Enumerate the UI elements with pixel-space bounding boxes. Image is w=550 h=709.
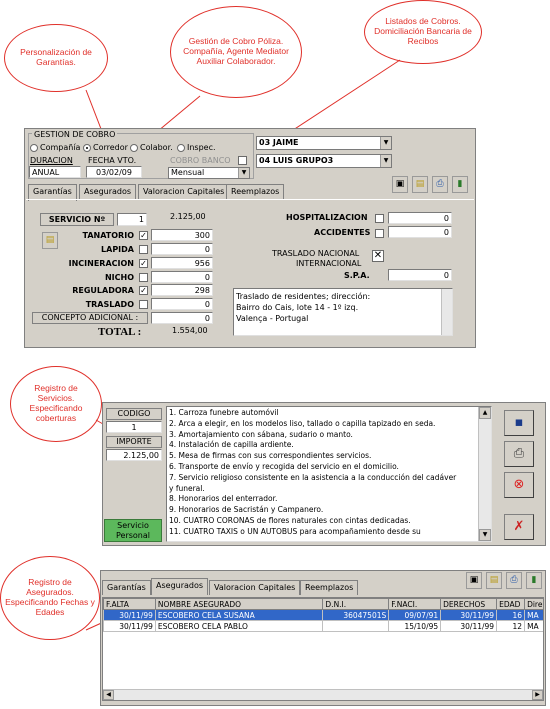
cell-derechos: 30/11/99 — [441, 621, 497, 632]
periodicidad-value: Mensual — [171, 168, 205, 177]
description-line: 3. Amortajamiento con sábana, sudario o manto. — [169, 429, 353, 439]
scroll-up-icon[interactable]: ▲ — [479, 407, 491, 419]
notes-line: Valença - Portugal — [236, 314, 309, 323]
cell-derechos: 30/11/99 — [441, 610, 497, 621]
item-label-lapida: LAPIDA — [101, 245, 134, 254]
cell-dire: MA — [525, 610, 544, 621]
item-check-reguladora[interactable]: ✓ — [140, 286, 147, 295]
exit-door-icon[interactable]: ▮ — [452, 176, 468, 193]
item-value-reguladora[interactable]: 298 — [151, 284, 213, 296]
duracion-label: DURACION — [30, 156, 73, 165]
item-value-nicho[interactable]: 0 — [151, 271, 213, 283]
print-icon[interactable]: ⎙ — [504, 441, 534, 467]
description-scrollbar[interactable] — [478, 407, 491, 541]
cobro-banco-checkbox[interactable] — [238, 156, 247, 165]
description-line: 9. Honorarios de Sacristán y Campanero. — [169, 505, 324, 515]
tab-garantias-2[interactable]: Garantías — [102, 580, 151, 595]
radio-label-colabor: Colabor. — [140, 143, 173, 152]
radio-label-corredor: Corredor — [93, 143, 128, 152]
tab-valoracion-capitales-2[interactable]: Valoracion Capitales — [209, 580, 300, 595]
callout-listados: Listados de Cobros. Domiciliación Bancaria de Recibos — [364, 0, 482, 64]
tab-asegurados[interactable]: Asegurados — [79, 184, 136, 199]
table-row[interactable] — [104, 621, 545, 632]
folder-icon[interactable]: ▤ — [412, 176, 428, 193]
servicio-label: SERVICIO Nº — [40, 213, 114, 226]
hospitalizacion-value[interactable]: 0 — [388, 212, 452, 224]
radio-label-compania: Compañía — [40, 143, 81, 152]
accidentes-label: ACCIDENTES — [314, 228, 371, 237]
radio-compania[interactable] — [30, 144, 38, 152]
hospitalizacion-label: HOSPITALIZACION — [286, 213, 368, 222]
cancel-icon[interactable]: ⊗ — [504, 472, 534, 498]
tab-valoracion-capitales[interactable]: Valoracion Capitales — [138, 184, 229, 199]
cell-fnaci: 15/10/95 — [389, 621, 441, 632]
folder-icon[interactable]: ▤ — [486, 572, 502, 589]
tab-garantias[interactable]: Garantías — [28, 184, 77, 201]
radio-corredor[interactable] — [83, 144, 91, 152]
accidentes-checkbox[interactable] — [375, 229, 384, 238]
col-dni[interactable]: D.N.I. — [323, 599, 389, 610]
total-value: 1.554,00 — [172, 326, 208, 335]
description-line: 4. Instalación de capilla ardiente. — [169, 440, 294, 450]
callout-servicios: Registro de Servicios. Especificando coberturas — [10, 366, 102, 442]
concepto-adicional-label: CONCEPTO ADICIONAL : — [32, 312, 148, 324]
camera-icon[interactable]: ▣ — [392, 176, 408, 193]
item-value-tanatorio[interactable]: 300 — [151, 229, 213, 241]
cell-nombre: ESCOBERO CELA SUSANA — [155, 610, 323, 621]
cell-dni: 36047501S — [323, 610, 389, 621]
description-line: y funeral. — [169, 483, 205, 493]
notes-scrollbar[interactable] — [441, 289, 452, 335]
description-line: 7. Servicio religioso consistente en la asistencia a la conducción del cadáver — [169, 472, 457, 482]
total-label: TOTAL : — [98, 326, 142, 338]
agent1-value: 03 JAIME — [259, 138, 299, 147]
cell-dni — [323, 621, 389, 632]
item-check-lapida[interactable] — [139, 245, 148, 254]
description-line: 2. Arca a elegir, en los modelos liso, tallado o capilla tapizado en seda. — [169, 418, 436, 428]
codigo-label: CODIGO — [106, 408, 162, 420]
importe-label: IMPORTE — [106, 436, 162, 448]
item-label-reguladora: REGULADORA — [72, 286, 134, 295]
hospitalizacion-checkbox[interactable] — [375, 214, 384, 223]
callout-gestion-cobro: Gestión de Cobro Póliza. Compañía, Agente Mediator Auxiliar Colaborador. — [170, 6, 302, 98]
scroll-left-icon[interactable]: ◀ — [103, 690, 114, 700]
print-icon[interactable]: ⎙ — [506, 572, 522, 589]
codigo-value[interactable]: 1 — [106, 421, 162, 433]
scroll-down-icon[interactable]: ▼ — [479, 529, 491, 541]
servicio-importe: 2.125,00 — [170, 212, 206, 221]
description-line: 10. CUATRO CORONAS de flores naturales con cintas dedicadas. — [169, 515, 411, 525]
servicio-number[interactable]: 1 — [117, 213, 147, 226]
notes-line: Traslado de residentes; dirección: — [236, 292, 371, 301]
scroll-right-icon[interactable]: ▶ — [532, 690, 543, 700]
spa-value[interactable]: 0 — [388, 269, 452, 281]
item-value-lapida[interactable]: 0 — [151, 243, 213, 255]
print-icon[interactable]: ⎙ — [432, 176, 448, 193]
table-header — [104, 599, 545, 610]
traslado-nacional-label: TRASLADO NACIONAL — [272, 249, 360, 258]
agent2-select[interactable] — [256, 154, 392, 168]
exit-door-icon[interactable]: ▮ — [526, 572, 542, 589]
item-check-nicho[interactable] — [139, 273, 148, 282]
periodicidad-select[interactable] — [168, 167, 250, 179]
tab-asegurados-2[interactable]: Asegurados — [151, 578, 208, 595]
chevron-down-icon: ▼ — [238, 168, 249, 178]
col-nombre[interactable]: NOMBRE ASEGURADO — [155, 599, 323, 610]
col-derechos[interactable]: DERECHOS — [441, 599, 497, 610]
item-label-tanatorio: TANATORIO — [82, 231, 134, 240]
servicio-description[interactable] — [166, 406, 492, 542]
description-line: 5. Mesa de firmas con sus correspondientes servicios. — [169, 451, 372, 461]
gestion-cobro-title: GESTION DE COBRO — [34, 130, 116, 139]
item-check-traslado[interactable] — [139, 300, 148, 309]
traslado-internacional-label: INTERNACIONAL — [296, 259, 362, 268]
notes-textarea[interactable] — [233, 288, 453, 336]
radio-inspec[interactable] — [177, 144, 185, 152]
description-line: 8. Honorarios del enterrador. — [169, 494, 278, 504]
col-falta[interactable]: F.ALTA — [104, 599, 156, 610]
cell-edad: 12 — [497, 621, 525, 632]
item-label-incineracion: INCINERACION — [68, 259, 134, 268]
radio-label-inspec: Inspec. — [187, 143, 216, 152]
item-label-traslado: TRASLADO — [85, 300, 134, 309]
cell-dire: MA — [525, 621, 544, 632]
tab-reemplazos-2[interactable]: Reemplazos — [300, 580, 358, 595]
asegurados-grid — [102, 597, 544, 701]
item-check-tanatorio[interactable]: ✓ — [140, 231, 147, 240]
servicio-personal-button[interactable]: Servicio Personal — [104, 519, 162, 542]
cell-fnaci: 09/07/91 — [389, 610, 441, 621]
duracion-field[interactable]: ANUAL — [29, 166, 81, 178]
callout-garantias: Personalización de Garantías. — [4, 24, 108, 92]
description-line: 1. Carroza funebre automóvil — [169, 408, 279, 417]
tab-reemplazos[interactable]: Reemplazos — [226, 184, 284, 199]
col-fnaci[interactable]: F.NACI. — [389, 599, 441, 610]
chevron-down-icon: ▼ — [380, 155, 391, 167]
agent1-select[interactable] — [256, 136, 392, 150]
cell-nombre: ESCOBERO CELA PABLO — [155, 621, 323, 632]
col-edad[interactable]: EDAD — [497, 599, 525, 610]
agent2-value: 04 LUIS GRUPO3 — [259, 156, 334, 165]
camera-icon[interactable]: ▣ — [466, 572, 482, 589]
cell-falta: 30/11/99 — [104, 621, 156, 632]
item-label-nicho: NICHO — [104, 273, 134, 282]
cobro-banco-label: COBRO BANCO — [170, 156, 231, 165]
description-line: 6. Transporte de envío y recogida del servicio en el domicilio. — [169, 461, 399, 471]
open-folder-icon[interactable]: ▤ — [42, 232, 58, 249]
grid-horizontal-scrollbar[interactable] — [103, 689, 543, 700]
notes-line: Bairro do Cais, lote 14 - 1º izq. — [236, 303, 359, 312]
item-check-incineracion[interactable]: ✓ — [140, 259, 147, 268]
item-value-traslado[interactable]: 0 — [151, 298, 213, 310]
fecha-vto-label: FECHA VTO. — [88, 156, 137, 165]
spa-label: S.P.A. — [344, 271, 370, 280]
cell-edad: 16 — [497, 610, 525, 621]
cell-falta: 30/11/99 — [104, 610, 156, 621]
table-row[interactable] — [104, 610, 545, 621]
fecha-vto-field[interactable]: 03/02/09 — [86, 166, 142, 178]
col-dire[interactable]: Dire — [525, 599, 544, 610]
save-icon[interactable]: ▪ — [504, 410, 534, 436]
callout-asegurados: Registro de Asegurados. Especificando Fechas y Edades — [0, 556, 100, 640]
delete-icon[interactable]: ✗ — [504, 514, 534, 540]
concepto-adicional-value[interactable]: 0 — [151, 312, 213, 324]
item-value-incineracion[interactable]: 956 — [151, 257, 213, 269]
radio-colabor[interactable] — [130, 144, 138, 152]
asegurados-table — [103, 598, 544, 632]
accidentes-value[interactable]: 0 — [388, 226, 452, 238]
chevron-down-icon: ▼ — [380, 137, 391, 149]
description-line: 11. CUATRO TAXIS o UN AUTOBUS para acompañamiento desde su — [169, 526, 421, 536]
traslado-nacional-checkbox[interactable]: ✕ — [373, 250, 383, 261]
importe-value[interactable]: 2.125,00 — [106, 449, 162, 461]
